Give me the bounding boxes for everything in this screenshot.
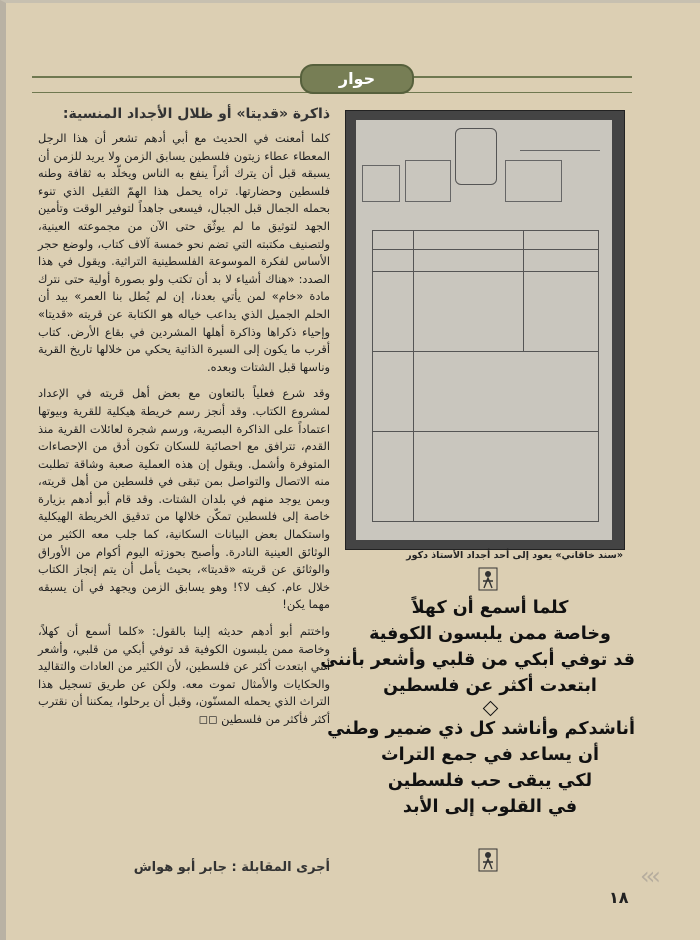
- quote-line: أن يساعد في جمع التراث: [381, 745, 599, 765]
- article-paragraph-1: كلما أمعنت في الحديث مع أبي أدهم تشعر أن هذا الرجل المعطاء عطاء زيتون فلسطين يسابق الزمن ولا يريد للزمن أن يسبقه قبل أن يترك أثراً ينفع به الناس ويخلّد به ثقافة وطنه فلسطين وحضارتها. تراه يحمل هذا الهمّ الثقيل الذي تنوء بحمله الجمال قبل الجبال، فيسعى جاهداً لتوفير الوقت وتأمين الجهد لتوثيق ما لم يوثّق حتى الآن من مجموعته العينية، ولتصنيف مكتبته التي تضم نحو خمسة آلاف كتاب، ولوضع حجر الأساس لفكرة الموسوعة الفلسطينية التراثية. ويقول في هذا الصدد: «هناك أشياء لا بد أن تكتب ولو بصورة أولية حتى نترك مادة «خام» لمن يأتي بعدنا، إن لم يُطل بنا العمر» بيد أن الحلم الجميل الذي يداعب خياله هو الكتابة عن قريته «قديتا» وإحياء ذكراها وذاكرة أهلها المشردين في بقاع الأرض. كتاب أقرب ما يكون إلى السيرة الذاتية يحكي من خلالها تاريخ القرية وناسها قبل الشتات وبعده.: [38, 131, 330, 374]
- page-number: ١٨: [609, 888, 629, 907]
- folklore-figure-icon: [478, 848, 498, 872]
- quote-line: قد توفي أبكي من قلبي وأشعر بأنني: [320, 650, 635, 670]
- quote-line: ابتعدت أكثر عن فلسطين: [383, 676, 597, 696]
- image-caption: «سند خاقاني» يعود إلى أحد أجداد الأستاذ دكور: [406, 550, 623, 561]
- article-paragraph-3: واختتم أبو أدهم حديثه إلينا بالقول: «كلما أسمع أن كهلاً، وخاصة ممن يلبسون الكوفية قد توفي أبكي من قلبي، وأشعر أنني ابتعدت أكثر عن فلسطين، لأن الكثير من العادات والتقاليد والحكايات والأمثال تموت معه. ولكن عن طريق تسجيل هذا التراث الذي يحمله المسنّون، وقبل أن يرحلوا، يمكننا أن نقترب أكثر فأكثر من فلسطين ◻◻: [38, 624, 330, 726]
- document-table: [372, 230, 599, 522]
- pull-quote: [320, 595, 635, 820]
- quote-line: وخاصة ممن يلبسون الكوفية: [369, 624, 611, 644]
- quote-line: كلما أسمع أن كهلاً: [411, 598, 569, 618]
- folklore-figure-icon: [478, 567, 498, 591]
- page-corner-chevron-icon: ‹‹‹: [640, 862, 657, 890]
- document-box: [505, 160, 562, 202]
- document-box: [362, 165, 400, 202]
- quote-line: في القلوب إلى الأبد: [402, 797, 578, 817]
- document-box: [405, 160, 451, 202]
- ottoman-emblem-icon: [455, 128, 497, 185]
- interview-credit: أجرى المقابلة : جابر أبو هواش: [133, 860, 330, 875]
- article-paragraph-2: وقد شرع فعلياً بالتعاون مع بعض أهل قريته في الإعداد لمشروع الكتاب. وقد أنجز رسم خريطة هيكلية للقرية وبيوتها اعتماداً على الذاكرة البصرية، ورسم شجرة لعائلات القرية منذ القدم، تترافق مع احصائية للسكان تكون أدق من الإحصاءات المتوفرة وأشمل. ويقول إن هذه العملية صعبة وشاقة تطلبت منه الاتصال والتواصل بمن تبقى في فلسطين من أهل قريته، وبمن يوجد منهم في بلدان الشتات. وقد قام أبو أدهم بزيارة خاصة إلى فلسطين تمكّن خلالها من تدقيق الخريطة الهيكلية واستكمال بعض البيانات السكانية، كما جلب معه الكثير من الوثائق العينية النادرة. وأصبح بحوزته اليوم أكوام من الأوراق والوثائق عن قريته «قديتا»، بحيث يأمل أن يتم إنجاز الكتاب خلال عام. كيف لا؟! وهو يسابق الزمن ويجهد في أن يسبقه مهما يكن!: [38, 386, 330, 612]
- diamond-separator-icon: [482, 701, 498, 717]
- document-heading-mark: [520, 132, 600, 151]
- quote-line: لكي يبقى حب فلسطين: [387, 771, 593, 791]
- article: [38, 104, 330, 738]
- section-label: حوار: [300, 64, 414, 94]
- quote-line: أناشدكم وأناشد كل ذي ضمير وطني: [327, 719, 635, 739]
- article-title: ذاكرة «قديتا» أو ظلال الأجداد المنسية:: [62, 106, 330, 122]
